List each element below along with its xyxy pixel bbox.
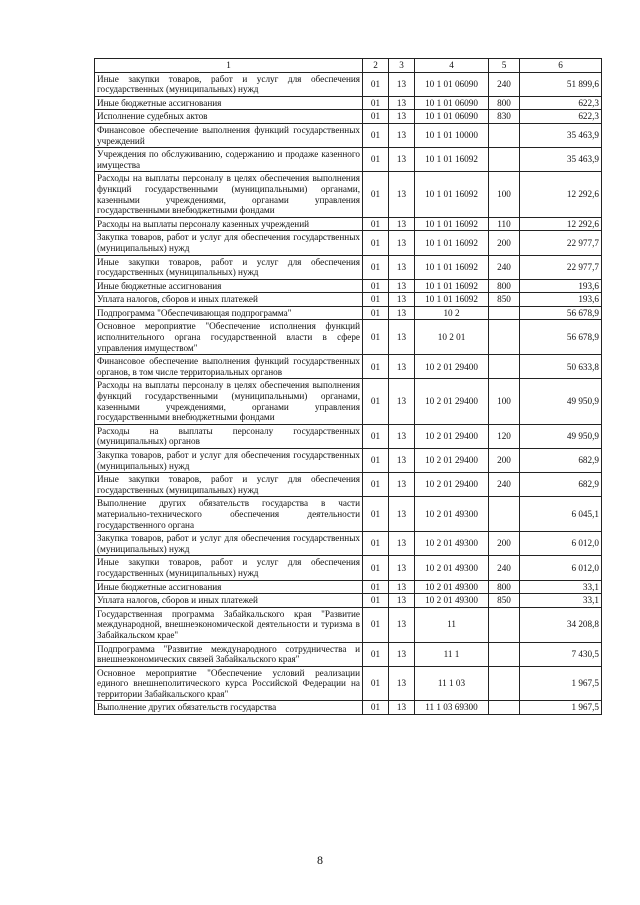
row-amount: 51 899,6 xyxy=(520,72,602,96)
row-expense-type xyxy=(489,306,520,320)
table-row xyxy=(95,532,602,556)
row-name: Учреждения по обслуживанию, содержанию и продаже казенного имущества xyxy=(95,148,363,172)
row-name: Расходы на выплаты персоналу в целях обеспечения выполнения функций государственными (муниципальными) органами, казенными учреждениями, органами управления государственными внебюджетными фондами xyxy=(95,172,363,217)
table-row xyxy=(95,666,602,701)
row-amount: 34 208,8 xyxy=(520,607,602,642)
table-row xyxy=(95,72,602,96)
row-target-code: 10 1 01 16092 xyxy=(415,255,489,279)
header-col-6: 6 xyxy=(520,59,602,73)
row-expense-type xyxy=(489,666,520,701)
row-expense-type xyxy=(489,642,520,666)
row-target-code: 10 1 01 10000 xyxy=(415,123,489,147)
table-row xyxy=(95,594,602,608)
row-expense-type: 240 xyxy=(489,255,520,279)
row-target-code: 10 2 xyxy=(415,306,489,320)
row-amount: 193,6 xyxy=(520,279,602,293)
row-amount: 35 463,9 xyxy=(520,123,602,147)
page-number: 8 xyxy=(317,853,323,867)
row-subsection: 13 xyxy=(389,320,415,355)
row-name: Закупка товаров, работ и услуг для обеспечения государственных (муниципальных) нужд xyxy=(95,532,363,556)
row-subsection: 13 xyxy=(389,379,415,424)
row-amount: 49 950,9 xyxy=(520,379,602,424)
row-section: 01 xyxy=(363,72,389,96)
row-amount: 35 463,9 xyxy=(520,148,602,172)
table-row xyxy=(95,580,602,594)
header-col-3: 3 xyxy=(389,59,415,73)
row-subsection: 13 xyxy=(389,355,415,379)
row-amount: 622,3 xyxy=(520,110,602,124)
row-expense-type xyxy=(489,355,520,379)
row-target-code: 10 2 01 49300 xyxy=(415,594,489,608)
row-expense-type: 200 xyxy=(489,449,520,473)
row-name: Государственная программа Забайкальского края "Развитие международной, внешнеэкономической деятельности и туризма в Забайкальском крае" xyxy=(95,607,363,642)
row-subsection: 13 xyxy=(389,255,415,279)
table-row xyxy=(95,320,602,355)
table-row xyxy=(95,424,602,448)
row-amount: 193,6 xyxy=(520,293,602,307)
table-header-row xyxy=(95,59,602,73)
row-amount: 12 292,6 xyxy=(520,217,602,231)
table-row xyxy=(95,148,602,172)
row-target-code: 10 2 01 29400 xyxy=(415,355,489,379)
row-name: Закупка товаров, работ и услуг для обеспечения государственных (муниципальных) нужд xyxy=(95,231,363,255)
row-section: 01 xyxy=(363,497,389,532)
row-target-code: 11 1 03 xyxy=(415,666,489,701)
table-row xyxy=(95,642,602,666)
row-expense-type: 240 xyxy=(489,556,520,580)
row-section: 01 xyxy=(363,320,389,355)
row-target-code: 10 2 01 49300 xyxy=(415,556,489,580)
row-section: 01 xyxy=(363,293,389,307)
row-subsection: 13 xyxy=(389,110,415,124)
table-row xyxy=(95,449,602,473)
row-target-code: 10 2 01 29400 xyxy=(415,473,489,497)
row-section: 01 xyxy=(363,556,389,580)
row-name: Уплата налогов, сборов и иных платежей xyxy=(95,594,363,608)
row-amount: 49 950,9 xyxy=(520,424,602,448)
row-section: 01 xyxy=(363,607,389,642)
row-target-code: 11 1 03 69300 xyxy=(415,701,489,715)
row-expense-type: 800 xyxy=(489,279,520,293)
row-amount: 33,1 xyxy=(520,594,602,608)
row-amount: 22 977,7 xyxy=(520,255,602,279)
budget-table xyxy=(94,58,602,715)
row-subsection: 13 xyxy=(389,306,415,320)
row-subsection: 13 xyxy=(389,424,415,448)
row-section: 01 xyxy=(363,148,389,172)
row-subsection: 13 xyxy=(389,642,415,666)
row-expense-type xyxy=(489,607,520,642)
row-section: 01 xyxy=(363,110,389,124)
row-subsection: 13 xyxy=(389,666,415,701)
row-section: 01 xyxy=(363,424,389,448)
row-subsection: 13 xyxy=(389,532,415,556)
budget-table-page xyxy=(94,58,601,715)
row-section: 01 xyxy=(363,96,389,110)
row-subsection: 13 xyxy=(389,72,415,96)
row-section: 01 xyxy=(363,701,389,715)
row-target-code: 10 1 01 16092 xyxy=(415,172,489,217)
row-target-code: 10 2 01 29400 xyxy=(415,449,489,473)
table-row xyxy=(95,279,602,293)
row-section: 01 xyxy=(363,532,389,556)
row-name: Подпрограмма "Развитие международного сотрудничества и внешнеэкономических связей Забайкальского края" xyxy=(95,642,363,666)
row-subsection: 13 xyxy=(389,217,415,231)
row-name: Иные закупки товаров, работ и услуг для обеспечения государственных (муниципальных) нужд xyxy=(95,255,363,279)
row-expense-type: 200 xyxy=(489,231,520,255)
row-section: 01 xyxy=(363,172,389,217)
row-subsection: 13 xyxy=(389,96,415,110)
row-target-code: 10 2 01 29400 xyxy=(415,424,489,448)
row-target-code: 10 1 01 16092 xyxy=(415,293,489,307)
row-name: Иные закупки товаров, работ и услуг для обеспечения государственных (муниципальных) нужд xyxy=(95,473,363,497)
row-section: 01 xyxy=(363,594,389,608)
table-row xyxy=(95,123,602,147)
row-expense-type xyxy=(489,148,520,172)
row-subsection: 13 xyxy=(389,701,415,715)
row-target-code: 10 2 01 xyxy=(415,320,489,355)
header-col-5: 5 xyxy=(489,59,520,73)
row-name: Иные закупки товаров, работ и услуг для обеспечения государственных (муниципальных) нужд xyxy=(95,72,363,96)
row-target-code: 10 1 01 16092 xyxy=(415,148,489,172)
row-expense-type xyxy=(489,701,520,715)
row-expense-type xyxy=(489,320,520,355)
table-row xyxy=(95,556,602,580)
table-body xyxy=(95,72,602,714)
table-row xyxy=(95,255,602,279)
row-amount: 56 678,9 xyxy=(520,306,602,320)
row-amount: 22 977,7 xyxy=(520,231,602,255)
row-expense-type xyxy=(489,123,520,147)
row-amount: 1 967,5 xyxy=(520,701,602,715)
row-amount: 33,1 xyxy=(520,580,602,594)
row-name: Подпрограмма "Обеспечивающая подпрограмма" xyxy=(95,306,363,320)
row-name: Основное мероприятие "Обеспечение условий реализации единого внешнеполитического курса Российской Федерации на территории Забайкальского края" xyxy=(95,666,363,701)
row-name: Исполнение судебных актов xyxy=(95,110,363,124)
row-amount: 622,3 xyxy=(520,96,602,110)
table-row xyxy=(95,473,602,497)
row-subsection: 13 xyxy=(389,231,415,255)
row-section: 01 xyxy=(363,255,389,279)
row-target-code: 10 1 01 06090 xyxy=(415,96,489,110)
table-row xyxy=(95,293,602,307)
row-section: 01 xyxy=(363,580,389,594)
row-subsection: 13 xyxy=(389,123,415,147)
row-target-code: 10 1 01 06090 xyxy=(415,72,489,96)
row-target-code: 10 2 01 29400 xyxy=(415,379,489,424)
row-name: Иные бюджетные ассигнования xyxy=(95,279,363,293)
row-expense-type xyxy=(489,497,520,532)
row-target-code: 10 2 01 49300 xyxy=(415,580,489,594)
row-subsection: 13 xyxy=(389,449,415,473)
table-row xyxy=(95,172,602,217)
row-expense-type: 800 xyxy=(489,580,520,594)
row-subsection: 13 xyxy=(389,148,415,172)
row-name: Иные бюджетные ассигнования xyxy=(95,96,363,110)
row-expense-type: 850 xyxy=(489,293,520,307)
row-section: 01 xyxy=(363,279,389,293)
row-subsection: 13 xyxy=(389,607,415,642)
row-expense-type: 110 xyxy=(489,217,520,231)
table-row xyxy=(95,231,602,255)
row-amount: 6 012,0 xyxy=(520,556,602,580)
row-name: Финансовое обеспечение выполнения функций государственных учреждений xyxy=(95,123,363,147)
row-amount: 682,9 xyxy=(520,449,602,473)
row-expense-type: 100 xyxy=(489,172,520,217)
row-name: Уплата налогов, сборов и иных платежей xyxy=(95,293,363,307)
row-name: Выполнение других обязательств государства в части материально-технического обеспечения деятельности государственного органа xyxy=(95,497,363,532)
row-expense-type: 240 xyxy=(489,72,520,96)
row-target-code: 11 1 xyxy=(415,642,489,666)
row-amount: 6 012,0 xyxy=(520,532,602,556)
row-name: Основное мероприятие "Обеспечение исполнения функций исполнительного органа государственной власти в сфере управления имуществом" xyxy=(95,320,363,355)
header-col-2: 2 xyxy=(363,59,389,73)
table-row xyxy=(95,379,602,424)
header-col-4: 4 xyxy=(415,59,489,73)
row-subsection: 13 xyxy=(389,580,415,594)
row-section: 01 xyxy=(363,306,389,320)
header-col-1: 1 xyxy=(95,59,363,73)
table-row xyxy=(95,607,602,642)
table-row xyxy=(95,497,602,532)
row-subsection: 13 xyxy=(389,279,415,293)
row-expense-type: 850 xyxy=(489,594,520,608)
table-row xyxy=(95,110,602,124)
row-target-code: 10 1 01 16092 xyxy=(415,217,489,231)
row-amount: 56 678,9 xyxy=(520,320,602,355)
row-target-code: 10 1 01 16092 xyxy=(415,231,489,255)
row-expense-type: 240 xyxy=(489,473,520,497)
row-name: Расходы на выплаты персоналу казенных учреждений xyxy=(95,217,363,231)
row-subsection: 13 xyxy=(389,293,415,307)
row-name: Иные бюджетные ассигнования xyxy=(95,580,363,594)
row-subsection: 13 xyxy=(389,594,415,608)
table-row xyxy=(95,217,602,231)
row-amount: 12 292,6 xyxy=(520,172,602,217)
table-row xyxy=(95,355,602,379)
row-name: Расходы на выплаты персоналу в целях обеспечения выполнения функций государственными (муниципальными) органами, казенными учреждениями, органами управления государственными внебюджетными фондами xyxy=(95,379,363,424)
row-amount: 1 967,5 xyxy=(520,666,602,701)
table-row xyxy=(95,701,602,715)
row-expense-type: 200 xyxy=(489,532,520,556)
row-amount: 7 430,5 xyxy=(520,642,602,666)
table-row xyxy=(95,306,602,320)
row-section: 01 xyxy=(363,666,389,701)
row-expense-type: 800 xyxy=(489,96,520,110)
row-section: 01 xyxy=(363,355,389,379)
row-amount: 50 633,8 xyxy=(520,355,602,379)
row-section: 01 xyxy=(363,123,389,147)
row-section: 01 xyxy=(363,231,389,255)
row-section: 01 xyxy=(363,379,389,424)
row-section: 01 xyxy=(363,449,389,473)
row-expense-type: 830 xyxy=(489,110,520,124)
row-target-code: 10 1 01 06090 xyxy=(415,110,489,124)
row-expense-type: 100 xyxy=(489,379,520,424)
row-section: 01 xyxy=(363,642,389,666)
table-row xyxy=(95,96,602,110)
row-subsection: 13 xyxy=(389,497,415,532)
row-name: Финансовое обеспечение выполнения функций государственных органов, в том числе территориальных органов xyxy=(95,355,363,379)
row-section: 01 xyxy=(363,473,389,497)
row-target-code: 10 2 01 49300 xyxy=(415,497,489,532)
row-section: 01 xyxy=(363,217,389,231)
row-name: Иные закупки товаров, работ и услуг для обеспечения государственных (муниципальных) нужд xyxy=(95,556,363,580)
row-expense-type: 120 xyxy=(489,424,520,448)
row-target-code: 10 2 01 49300 xyxy=(415,532,489,556)
row-name: Закупка товаров, работ и услуг для обеспечения государственных (муниципальных) нужд xyxy=(95,449,363,473)
row-subsection: 13 xyxy=(389,473,415,497)
row-name: Выполнение других обязательств государства xyxy=(95,701,363,715)
row-subsection: 13 xyxy=(389,172,415,217)
row-amount: 6 045,1 xyxy=(520,497,602,532)
row-amount: 682,9 xyxy=(520,473,602,497)
row-target-code: 11 xyxy=(415,607,489,642)
row-target-code: 10 1 01 16092 xyxy=(415,279,489,293)
row-subsection: 13 xyxy=(389,556,415,580)
row-name: Расходы на выплаты персоналу государственных (муниципальных) органов xyxy=(95,424,363,448)
